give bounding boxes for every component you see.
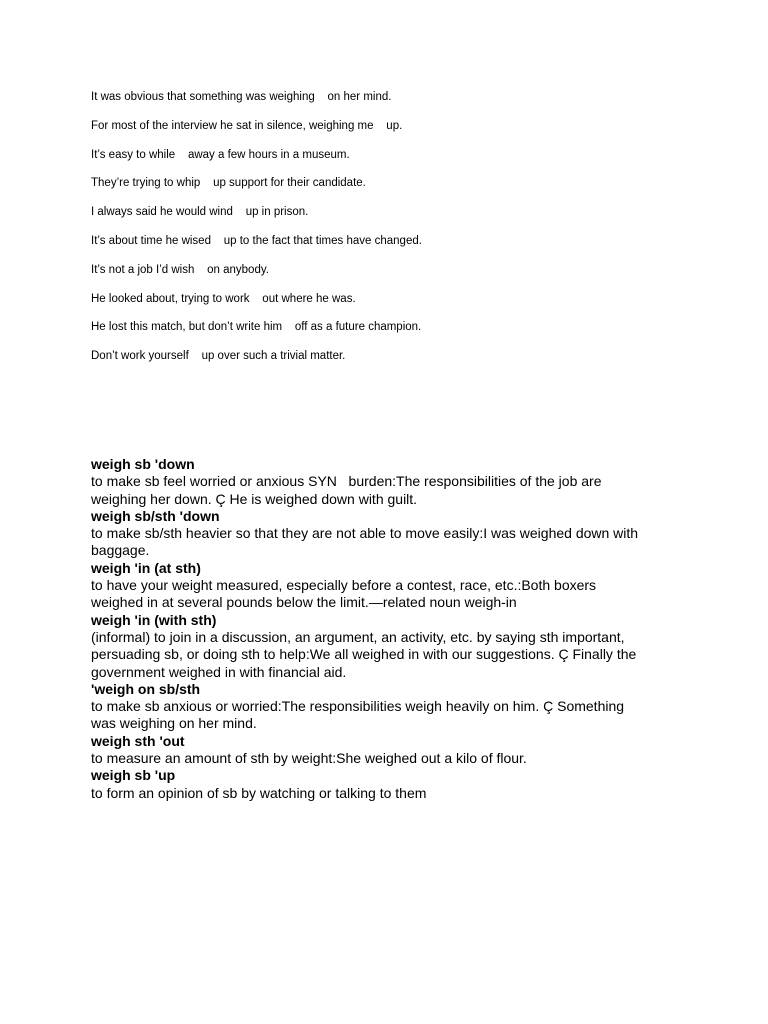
entry-definition: to have your weight measured, especially before a contest, race, etc.:Both boxers weighed in at several pounds below the limit.—related noun weigh-in [91,577,597,611]
example-sentence: It’s about time he wised up to the fact that times have changed. [91,234,422,247]
entry-definition: to make sb/sth heavier so that they are not able to move easily:I was weighed down with baggage. [91,525,639,559]
entry-definition: to make sb anxious or worried:The responsibilities weigh heavily on him. Ç Something was weighing on her mind. [91,698,625,732]
example-sentences [91,90,691,378]
example-sentence: He lost this match, but don’t write him off as a future champion. [91,321,422,334]
dictionary-entry [91,508,691,560]
example-sentence: It’s not a job I’d wish on anybody. [91,263,269,276]
example-sentence: It was obvious that something was weighing on her mind. [91,91,392,103]
example-sentence: It’s easy to while away a few hours in a museum. [91,148,350,161]
dictionary-entries [91,456,691,802]
dictionary-entry [91,733,691,768]
entry-headword: 'weigh on sb/sth [91,680,201,697]
entry-definition: to measure an amount of sth by weight:She weighed out a kilo of flour. [91,750,527,767]
example-sentence: He looked about, trying to work out where he was. [91,292,356,305]
dictionary-entry [91,767,691,802]
dictionary-entry [91,456,691,508]
example-sentence: For most of the interview he sat in silence, weighing me up. [91,119,403,132]
example-sentence: I always said he would wind up in prison. [91,206,309,219]
entry-headword: weigh sb/sth 'down [91,507,220,524]
dictionary-entry [91,560,691,612]
dictionary-entry [91,612,691,681]
example-sentence: Don’t work yourself up over such a trivial matter. [91,350,346,363]
entry-definition: (informal) to join in a discussion, an argument, an activity, etc. by saying sth important, persuading sb, or doing sth to help:We all weighed in with our suggestions. Ç Finally the government weighed in with financial aid. [91,628,637,680]
entry-headword: weigh 'in (at sth) [91,559,201,576]
entry-definition: to make sb feel worried or anxious SYN burden:The responsibilities of the job are weighing her down. Ç He is weighed down with guilt. [91,473,602,507]
entry-headword: weigh 'in (with sth) [91,611,217,628]
entry-headword: weigh sb 'up [91,767,176,784]
entry-headword: weigh sth 'out [91,732,185,749]
entry-definition: to form an opinion of sb by watching or talking to them [91,784,427,801]
example-sentence: They’re trying to whip up support for their candidate. [91,177,366,190]
dictionary-entry [91,681,691,733]
entry-headword: weigh sb 'down [91,456,195,472]
